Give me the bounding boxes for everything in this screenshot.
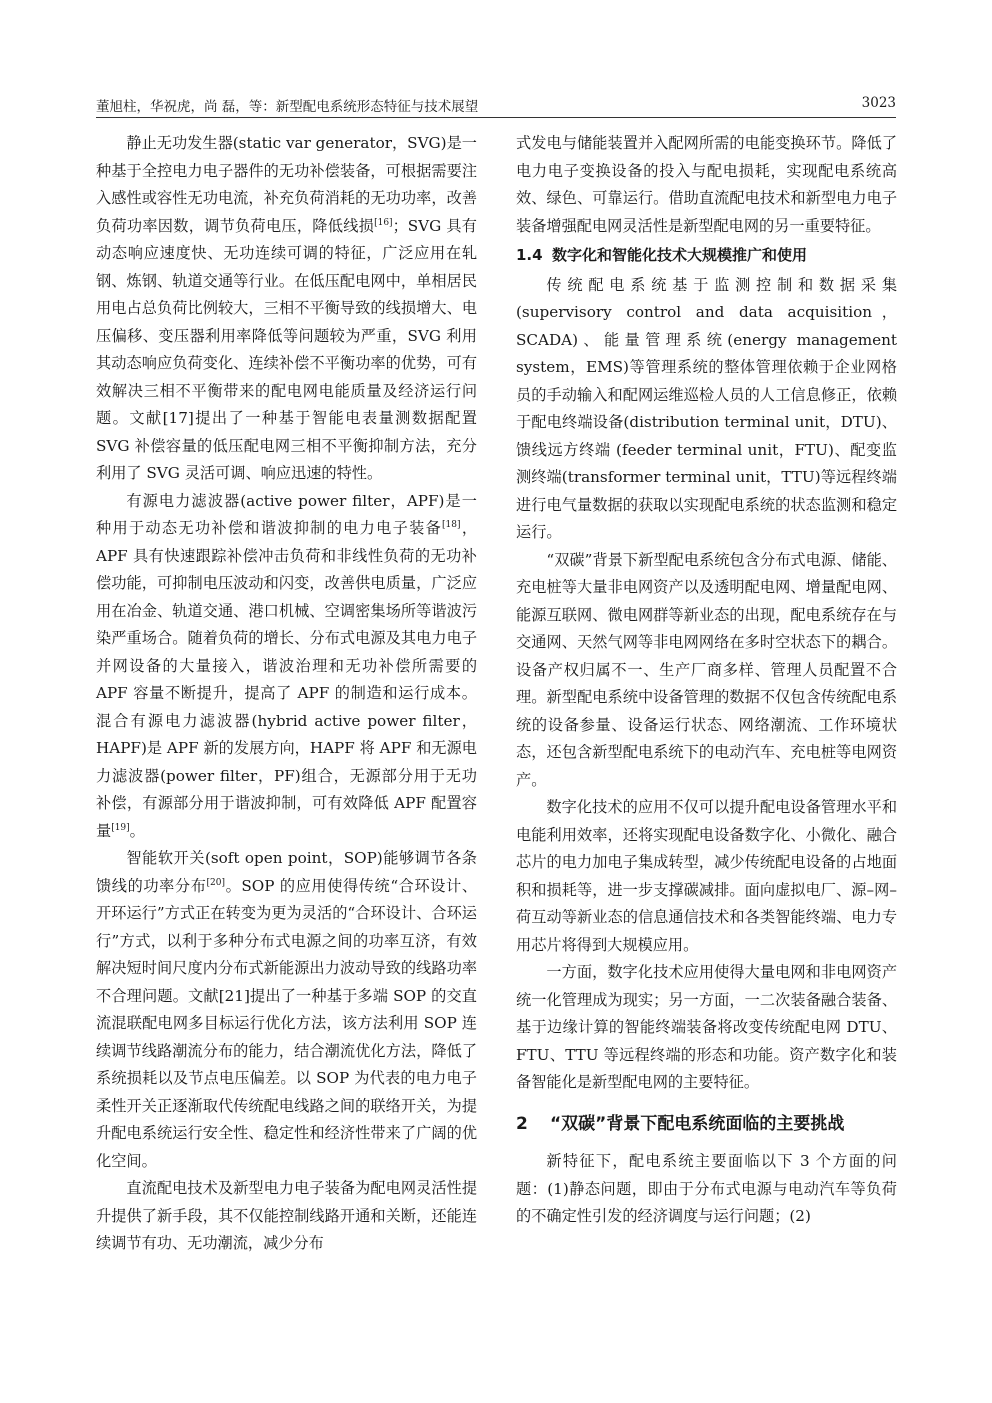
paragraph-svg: 静止无功发生器(static var generator，SVG)是一种基于全控电力电子器件的无功补偿装备，可根据需要注入感性或容性无功电流，补充负荷消耗的无功功率，改善负荷功率因数，调节负荷电压，降低线损[16]；SVG 具有动态响应速度快、无功连续可调的特征，广泛应用在轧钢、炼钢、轨道交通等行业。在低压配电网中，单相居民用电占总负荷比例较大，三相不平衡导致的线损增大、电压偏移、变压器利用率降低等问题较为严重，SVG 利用其动态响应负荷变化、连续补偿不平衡功率的优势，可有效解决三相不平衡带来的配电网电能质量及经济运行问题。文献[17]提出了一种基于智能电表量测数据配置 SVG 补偿容量的低压配电网三相不平衡抑制方法，充分利用了 SVG 灵活可调、响应迅速的特性。: [96, 134, 477, 482]
paragraph-dual-carbon: “双碳”背景下新型配电系统包含分布式电源、储能、充电桩等大量非电网资产以及透明配电网、增量配电网、能源互联网、微电网群等新业态的出现，配电系统存在与交通网、天然气网等非电网网络在多时空状态下的耦合。设备产权归属不一、生产厂商多样、管理人员配置不合理。新型配电系统中设备管理的数据不仅包含传统配电系统的设备参量、设备运行状态、网络潮流、工作环境状态，还包含新型配电系统下的电动汽车、充电桩等电网资产。: [516, 550, 897, 789]
citation: [20]: [206, 877, 225, 888]
section-heading: [516, 1111, 897, 1139]
paragraph-asset-digitalization: 一方面，数字化技术应用使得大量电网和非电网资产统一化管理成为现实；另一方面，一二次装备融合装备、基于边缘计算的智能终端装备将改变传统配电网 DTU、FTU、TTU 等远程终端的形态和功能。资产数字化和装备智能化是新型配电网的主要特征。: [516, 963, 897, 1091]
citation: [19]: [111, 822, 130, 833]
citation: [18]: [442, 519, 461, 530]
section-title: “双碳”背景下配电系统面临的主要挑战: [550, 1113, 845, 1134]
section-number: 2: [516, 1113, 528, 1134]
subsection-heading: [516, 242, 897, 270]
left-column: [96, 130, 477, 1258]
header-authors-title: 董旭柱，华祝虎，尚 磊，等：新型配电系统形态特征与技术展望: [96, 99, 479, 115]
running-header: [96, 93, 896, 118]
subsection-number: 1.4: [516, 246, 543, 264]
citation: [16]: [374, 217, 393, 228]
right-column: [516, 130, 897, 1231]
paragraph-scada: 传统配电系统基于监测控制和数据采集(supervisory control and data acquisition，SCADA)、能量管理系统(energy management system，EMS)等管理系统的整体管理依赖于企业网格员的手动输入和配网运维巡检人员的人工信息修正，依赖于配电终端设备(distribution terminal unit，DTU)、馈线远方终端 (feeder terminal unit，FTU)、配变监测终端(transformer terminal unit，TTU)等远程终端进行电气量数据的获取以实现配电系统的状态监测和稳定运行。: [516, 275, 897, 541]
paragraph-continuation: 式发电与储能装置并入配网所需的电能变换环节。降低了电力电子变换设备的投入与配电损耗，实现配电系统高效、绿色、可靠运行。借助直流配电技术和新型电力电子装备增强配电网灵活性是新型配电网的另一重要特征。: [516, 134, 897, 235]
paragraph-apf: 有源电力滤波器(active power filter，APF)是一种用于动态无功补偿和谐波抑制的电力电子装备[18]，APF 具有快速跟踪补偿冲击负荷和非线性负荷的无功补偿功能，可抑制电压波动和闪变，改善供电质量，广泛应用在冶金、轨道交通、港口机械、空调密集场所等谐波污染严重场合。随着负荷的增长、分布式电源及其电力电子并网设备的大量接入，谐波治理和无功补偿所需要的 APF 容量不断提升，提高了 APF 的制造和运行成本。混合有源电力滤波器(hybrid active power filter，HAPF)是 APF 新的发展方向，HAPF 将 APF 和无源电力滤波器(power filter，PF)组合，无源部分用于无功补偿，有源部分用于谐波抑制，可有效降低 APF 配置容量[19]。: [96, 491, 478, 840]
paragraph-sop: 智能软开关(soft open point，SOP)能够调节各条馈线的功率分布[20]。SOP 的应用使得传统“合环设计、开环运行”方式正在转变为更为灵活的“合环设计、合环运行”方式，以利于多种分布式电源之间的功率互济，有效解决短时间尺度内分布式新能源出力波动导致的线路功率不合理问题。文献[21]提出了一种基于多端 SOP 的交直流混联配电网多目标运行优化方法，该方法利用 SOP 连续调节线路潮流分布的能力，结合潮流优化方法，降低了系统损耗以及节点电压偏差。以 SOP 为代表的电力电子柔性开关正逐渐取代传统配电线路之间的联络开关，为提升配电系统运行安全性、稳定性和经济性带来了广阔的优化空间。: [96, 849, 478, 1170]
paragraph-digital-tech: 数字化技术的应用不仅可以提升配电设备管理水平和电能利用效率，还将实现配电设备数字化、小微化、融合芯片的电力加电子集成转型，减少传统配电设备的占地面积和损耗等，进一步支撑碳减排。面向虚拟电厂、源–网–荷互动等新业态的信息通信技术和各类智能终端、电力专用芯片将得到大规模应用。: [516, 798, 897, 954]
paragraph-challenges: 新特征下，配电系统主要面临以下 3 个方面的问题：(1)静态问题，即由于分布式电源与电动汽车等负荷的不确定性引发的经济调度与运行问题；(2): [516, 1152, 897, 1225]
subsection-title: 数字化和智能化技术大规模推广和使用: [552, 246, 808, 264]
paragraph-dc-distribution: 直流配电技术及新型电力电子装备为配电网灵活性提升提供了新手段，其不仅能控制线路开通和关断，还能连续调节有功、无功潮流，减少分布: [96, 1179, 477, 1252]
header-page-number: 3023: [861, 95, 896, 111]
